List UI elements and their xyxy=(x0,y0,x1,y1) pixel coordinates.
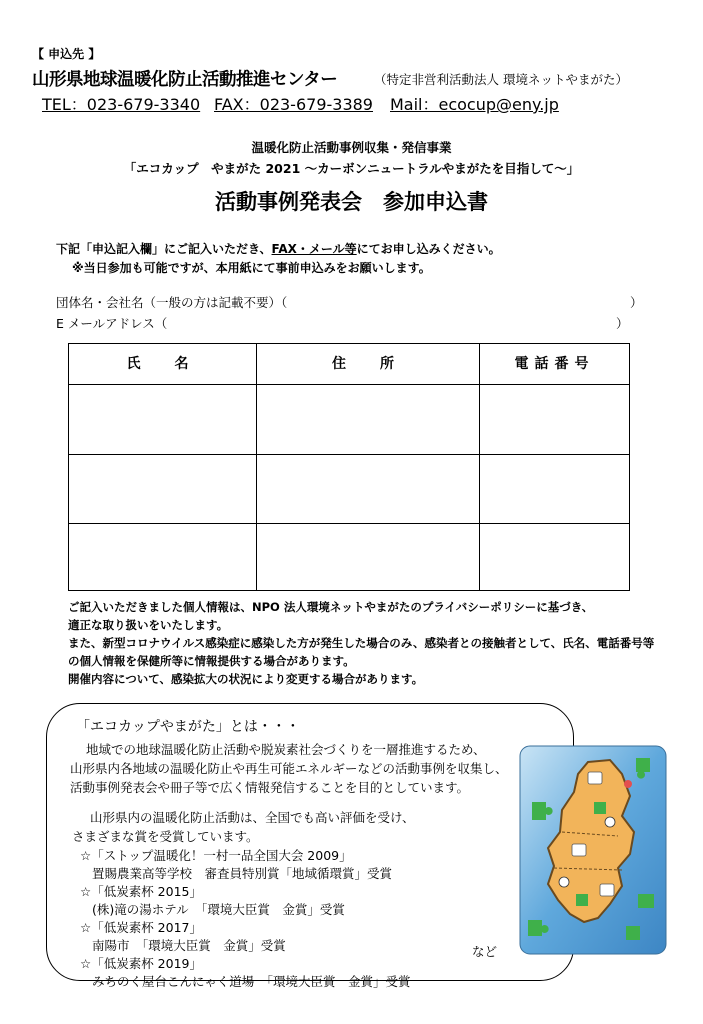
about-text-line: 活動事例発表会や冊子等で広く情報発信することを目的としています。 xyxy=(70,780,470,795)
award-name: ☆「ストップ温暖化！一村一品全国大会 2009」 xyxy=(80,848,352,863)
ecocup-map-illustration xyxy=(518,744,668,962)
row-3-phone-cell[interactable] xyxy=(480,524,629,589)
about-text-line: 山形県内各地域の温暖化防止や再生可能エネルギーなどの活動事例を収集し、 xyxy=(70,761,508,776)
award-winner: (株)滝の湯ホテル 「環境大臣賞 金賞」受賞 xyxy=(92,902,345,917)
award-winner: 南陽市 「環境大臣賞 金賞」受賞 xyxy=(92,938,286,953)
row-3-address-cell[interactable] xyxy=(257,524,479,589)
row-3-name-cell[interactable] xyxy=(69,524,256,589)
award-name: ☆「低炭素杯 2015」 xyxy=(80,884,202,899)
tel-number[interactable]: TEL：023-679-3340 xyxy=(42,95,201,114)
instruction-line-2: ※当日参加も可能ですが、本用紙にて事前申込みをお願いします。 xyxy=(72,261,431,275)
application-table xyxy=(68,343,630,591)
org-field-label: 団体名・会社名（一般の方は記載不要）（ xyxy=(56,295,288,310)
row-1-name-cell[interactable] xyxy=(69,385,256,454)
apply-label: 【 申込先 】 xyxy=(32,47,101,61)
about-title: 「エコカップやまがた」とは・・・ xyxy=(76,719,300,735)
subtitle-2: 「エコカップ やまがた 2021 ～カーボンニュートラルやまがたを目指して～」 xyxy=(123,161,580,176)
header-phone: 電話番号 xyxy=(514,356,595,372)
award-name: ☆「低炭素杯 2017」 xyxy=(80,920,202,935)
row-1-address-cell[interactable] xyxy=(257,385,479,454)
email-field-close: ） xyxy=(616,316,629,331)
org-field-close: ） xyxy=(630,295,643,310)
row-2-address-cell[interactable] xyxy=(257,455,479,523)
note-line: 適正な取り扱いをいたします。 xyxy=(68,618,229,632)
email-link[interactable]: Mail：ecocup@eny.jp xyxy=(390,95,559,114)
note-line: 開催内容について、感染拡大の状況により変更する場合があります。 xyxy=(68,672,424,686)
fax-number[interactable]: FAX：023-679-3389 xyxy=(214,95,373,114)
page-title: 活動事例発表会 参加申込書 xyxy=(215,190,488,214)
org-note: （特定非営利活動法人 環境ネットやまがた） xyxy=(374,72,628,87)
subtitle-1: 温暖化防止活動事例収集・発信事業 xyxy=(251,140,452,155)
award-winner: みちのく屋台こんにゃく道場 「環境大臣賞 金賞」受賞 xyxy=(92,974,411,989)
header-address: 住 所 xyxy=(332,356,404,372)
about-text-line: 地域での地球温暖化防止活動や脱炭素社会づくりを一層推進するため、 xyxy=(86,742,486,757)
award-name: ☆「低炭素杯 2019」 xyxy=(80,956,202,971)
note-line: ご記入いただきました個人情報は、NPO 法人環境ネットやまがたのプライバシーポリシーに基づき、 xyxy=(68,600,594,614)
instruction-line-1: 下記「申込記入欄」にご記入いただき、FAX・メール等にてお申し込みください。 xyxy=(56,242,501,256)
row-2-phone-cell[interactable] xyxy=(480,455,629,523)
org-name-input[interactable] xyxy=(302,293,626,309)
header-name: 氏 名 xyxy=(126,356,199,372)
note-line: の個人情報を保健所等に情報提供する場合があります。 xyxy=(68,654,355,668)
award-winner: 置賜農業高等学校 審査員特別賞「地域循環賞」受賞 xyxy=(92,866,393,881)
email-input[interactable] xyxy=(160,314,614,330)
row-2-name-cell[interactable] xyxy=(69,455,256,523)
row-1-phone-cell[interactable] xyxy=(480,385,629,454)
org-name: 山形県地球温暖化防止活動推進センター xyxy=(32,70,338,90)
about-text-line: さまざまな賞を受賞しています。 xyxy=(72,829,259,844)
note-line: また、新型コロナウイルス感染症に感染した方が発生した場合のみ、感染者との接触者として、氏名、電話番号等 xyxy=(68,636,655,650)
about-text-line: 山形県内の温暖化防止活動は、全国でも高い評価を受け、 xyxy=(90,810,415,825)
email-field-label: E メールアドレス（ xyxy=(56,316,168,331)
etc-text: など xyxy=(472,944,498,959)
